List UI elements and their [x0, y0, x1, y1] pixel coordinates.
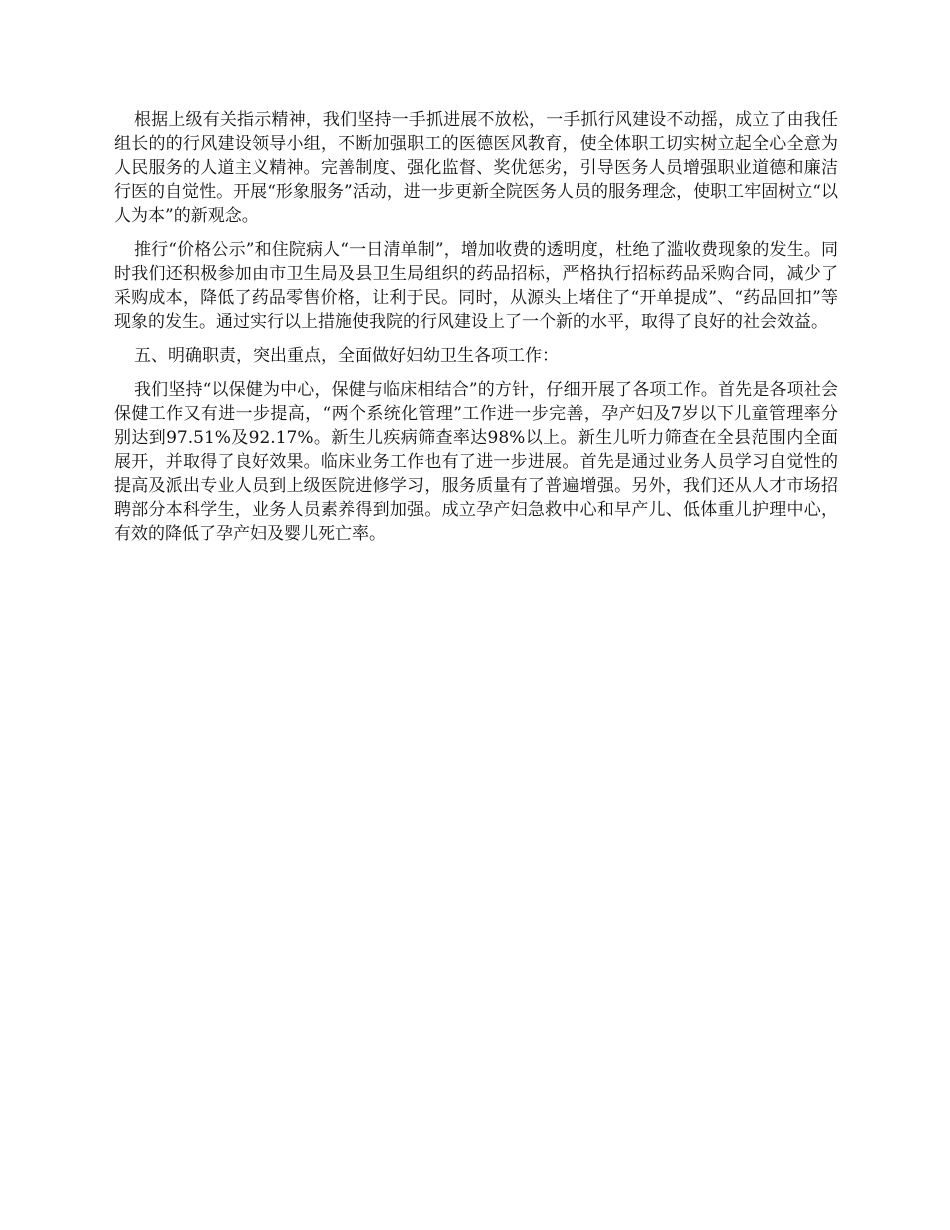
section-heading: 五、明确职责，突出重点，全面做好妇幼卫生各项工作：	[134, 346, 559, 366]
document-body	[114, 108, 838, 556]
paragraph-work-style: 根据上级有关指示精神，我们坚持一手抓进展不放松，一手抓行风建设不动摇，成立了由我任组长的的行风建设领导小组，不断加强职工的医德医风教育，使全体职工切实树立起全心全意为人民服务的人道主义精神。完善制度、强化监督、奖优惩劣，引导医务人员增强职业道德和廉洁行医的自觉性。开展“形象服务”活动，进一步更新全院医务人员的服务理念，使职工牢固树立“以人为本”的新观念。	[114, 110, 838, 226]
paragraph-price-disclosure: 推行“价格公示”和住院病人“一日清单制”，增加收费的透明度，杜绝了滥收费现象的发生。同时我们还积极参加由市卫生局及县卫生局组织的药品招标，严格执行招标药品采购合同，减少了采购成本，降低了药品零售价格，让利于民。同时，从源头上堵住了“开单提成”、“药品回扣”等现象的发生。通过实行以上措施使我院的行风建设上了一个新的水平，取得了良好的社会效益。	[114, 240, 838, 332]
paragraph-maternal-child-health: 我们坚持“以保健为中心，保健与临床相结合”的方针，仔细开展了各项工作。首先是各项社会保健工作又有进一步提高，“两个系统化管理”工作进一步完善，孕产妇及7岁以下儿童管理率分别达到97.51%及92.17%。新生儿疾病筛查率达98%以上。新生儿听力筛查在全县范围内全面展开，并取得了良好效果。临床业务工作也有了进一步进展。首先是通过业务人员学习自觉性的提高及派出专业人员到上级医院进修学习，服务质量有了普遍增强。另外，我们还从人才市场招聘部分本科学生，业务人员素养得到加强。成立孕产妇急救中心和早产儿、低体重儿护理中心，有效的降低了孕产妇及婴儿死亡率。	[114, 380, 838, 544]
